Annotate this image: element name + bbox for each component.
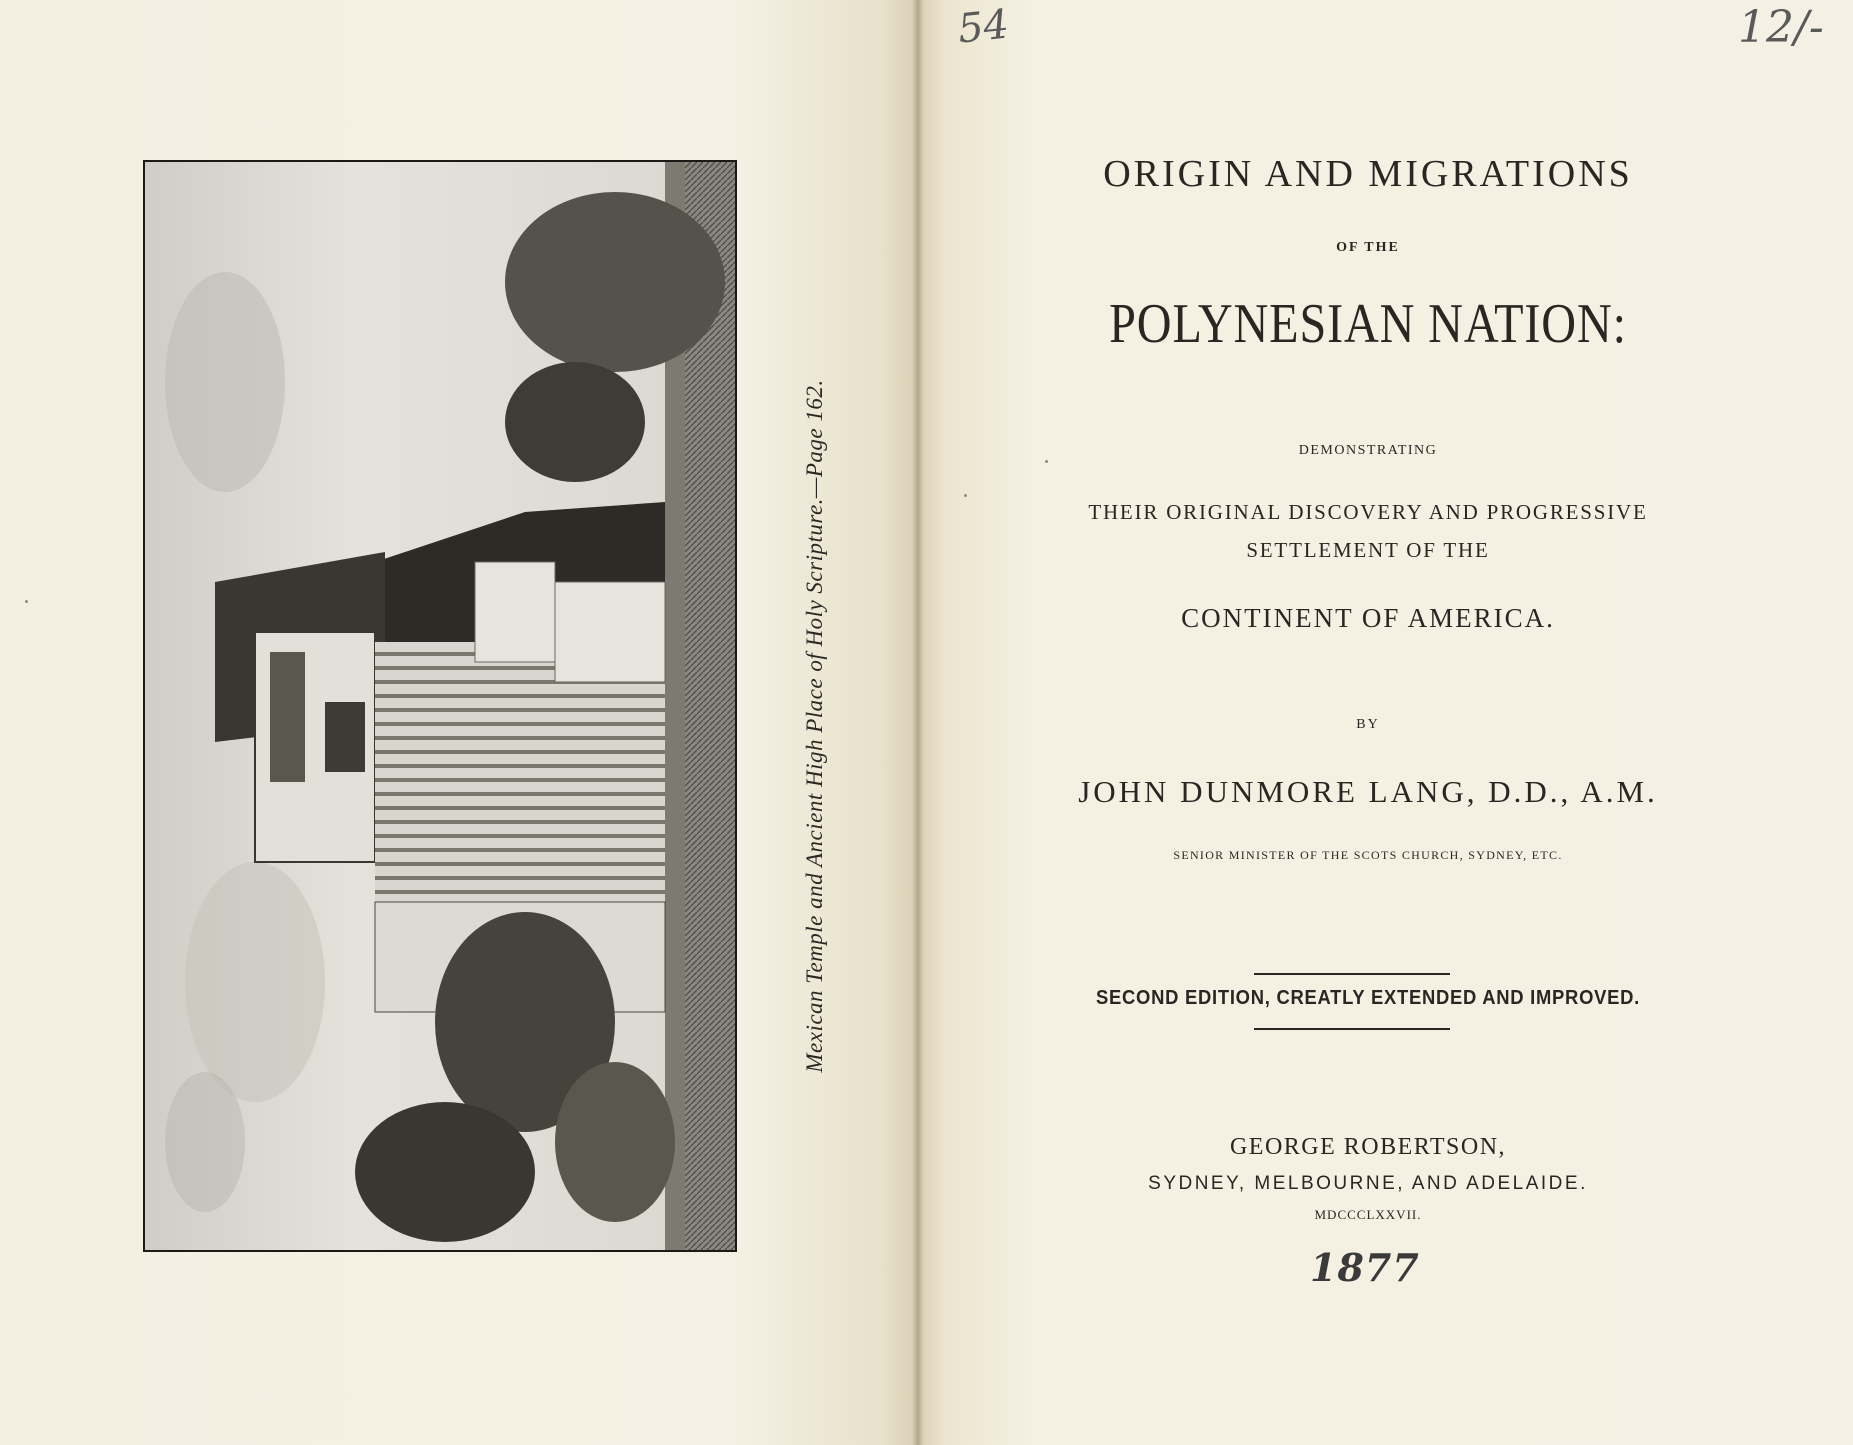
edition-rule-top [1254,973,1450,975]
publication-year-roman: MDCCCLXXVII. [1314,1207,1422,1222]
title-line-2: POLYNESIAN NATION: [1109,293,1627,355]
book-gutter [912,0,924,1445]
demonstrating-line: DEMONSTRATING [1298,443,1438,458]
plate-caption-text: Mexican Temple and Ancient High Place of Holy Scripture.—Page 162. [802,379,827,1073]
edition-statement: SECOND EDITION, CREATLY EXTENDED AND IMPROVED. [1095,987,1641,1009]
handwritten-corner-mark: 54 [955,1,1012,53]
paper-speck [964,494,967,497]
subtitle-line-3: CONTINENT OF AMERICA. [1181,603,1555,633]
subtitle-line-2: SETTLEMENT OF THE [1246,538,1490,562]
publisher-cities: SYDNEY, MELBOURNE, AND ADELAIDE. [1148,1173,1588,1194]
subtitle-line-1: THEIR ORIGINAL DISCOVERY AND PROGRESSIVE [1088,500,1648,524]
author-title: SENIOR MINISTER OF THE SCOTS CHURCH, SYDNEY, ETC. [1173,848,1563,862]
handwritten-year: 1877 [1310,1245,1420,1290]
title-line-1: ORIGIN AND MIGRATIONS [1103,153,1633,195]
paper-speck [25,600,28,603]
paper-speck [1045,460,1048,463]
by-line: BY [1356,717,1380,732]
publisher-name: GEORGE ROBERTSON, [1229,1134,1507,1160]
handwritten-price: 12/- [1738,2,1824,53]
edition-rule-bottom [1254,1028,1450,1030]
of-the-line: OF THE [1336,240,1400,255]
temple-illustration [145,162,737,1252]
frontispiece-engraving [143,160,737,1252]
author-name: JOHN DUNMORE LANG, D.D., A.M. [1078,774,1658,809]
